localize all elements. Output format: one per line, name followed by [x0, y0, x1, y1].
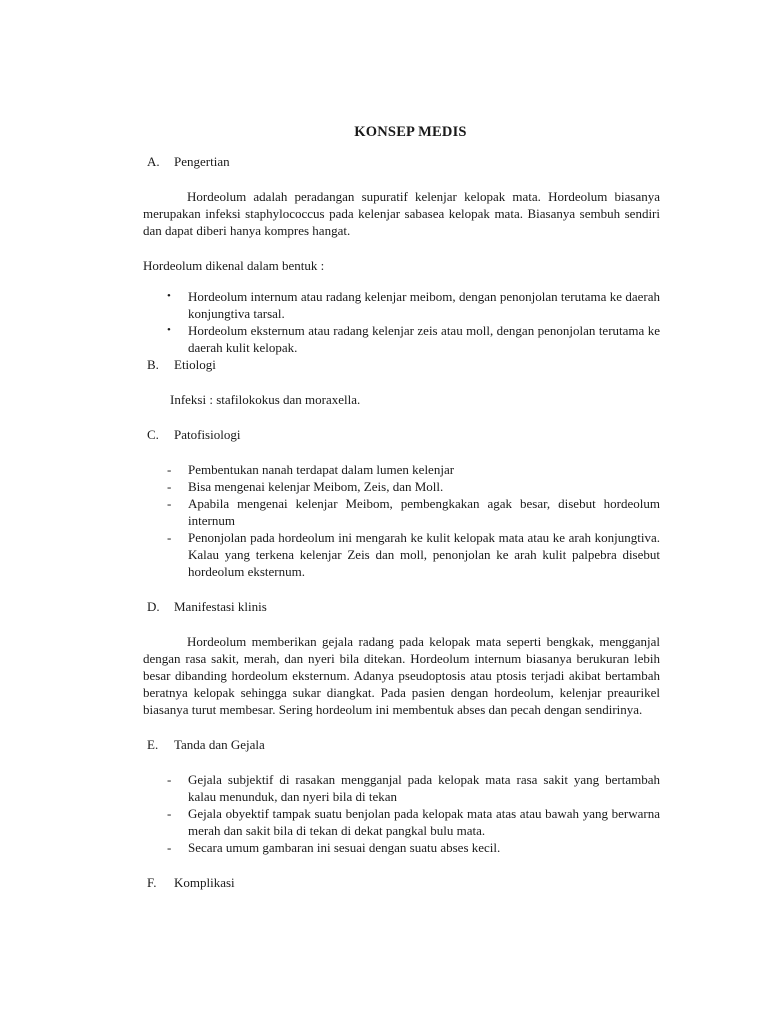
document-content	[143, 124, 660, 891]
list-item	[143, 322, 660, 356]
section-letter: F.	[147, 875, 157, 890]
section-a-intro: Hordeolum dikenal dalam bentuk :	[143, 258, 325, 273]
section-letter: A.	[147, 154, 160, 169]
section-title: Etiologi	[174, 357, 216, 372]
list-item-text: Hordeolum internum atau radang kelenjar meibom, dengan penonjolan terutama ke daerah konjungtiva tarsal.	[188, 289, 660, 321]
section-d-paragraph: Hordeolum memberikan gejala radang pada kelopak mata seperti bengkak, mengganjal dengan rasa sakit, merah, dan nyeri bila ditekan. Hordeolum internum biasanya berukuran lebih besar dibanding hordeolum eksternum. Adanya pseudoptosis atau ptosis terjadi akibat bertambah beratnya kelopak sehingga sukar diangkat. Pada pasien dengan hordeolum, kelenjar preaurikel biasanya turut membesar. Sering hordeolum ini membentuk abses dan pecah dengan sendirinya.	[143, 634, 660, 717]
dash-marker: -	[167, 772, 172, 787]
section-d-heading	[143, 598, 660, 615]
dash-marker: -	[167, 530, 172, 545]
section-a-heading	[143, 153, 660, 170]
section-letter: E.	[147, 737, 159, 752]
list-item-text: Gejala subjektif di rasakan mengganjal pada kelopak mata rasa sakit yang bertambah kalau menunduk, dan nyeri bila di tekan	[188, 772, 660, 804]
dash-marker: -	[167, 806, 172, 821]
section-title: Manifestasi klinis	[174, 599, 267, 614]
section-title: Komplikasi	[174, 875, 235, 890]
section-e-heading	[143, 736, 660, 753]
section-title: Patofisiologi	[174, 427, 241, 442]
dash-marker: -	[167, 479, 172, 494]
dash-marker: -	[167, 462, 172, 477]
list-item-text: Gejala obyektif tampak suatu benjolan pada kelopak mata atas atau bawah yang berwarna merah dan sakit bila di tekan di dekat pangkal bulu mata.	[188, 806, 660, 838]
list-item-text: Hordeolum eksternum atau radang kelenjar zeis atau moll, dengan penonjolan terutama ke daerah kulit kelopak.	[188, 323, 660, 355]
section-a-bullet-list	[143, 288, 660, 356]
list-item	[143, 529, 660, 580]
section-title: Tanda dan Gejala	[174, 737, 265, 752]
bullet-marker: •	[167, 324, 171, 336]
section-b-text: Infeksi : stafilokokus dan moraxella.	[170, 392, 361, 407]
list-item	[143, 839, 660, 856]
section-letter: C.	[147, 427, 159, 442]
list-item-text: Secara umum gambaran ini sesuai dengan suatu abses kecil.	[188, 840, 501, 855]
section-c-dash-list	[143, 461, 660, 580]
list-item	[143, 461, 660, 478]
section-c-heading	[143, 426, 660, 443]
list-item-text: Bisa mengenai kelenjar Meibom, Zeis, dan Moll.	[188, 479, 444, 494]
section-f-heading	[143, 874, 660, 891]
list-item-text: Apabila mengenai kelenjar Meibom, pembengkakan agak besar, disebut hordeolum internum	[188, 496, 660, 528]
dash-marker: -	[167, 840, 172, 855]
section-letter: D.	[147, 599, 160, 614]
list-item	[143, 288, 660, 322]
dash-marker: -	[167, 496, 172, 511]
section-title: Pengertian	[174, 154, 230, 169]
list-item	[143, 495, 660, 529]
list-item	[143, 478, 660, 495]
page-title: KONSEP MEDIS	[354, 124, 467, 140]
list-item	[143, 805, 660, 839]
list-item-text: Pembentukan nanah terdapat dalam lumen kelenjar	[188, 462, 455, 477]
section-e-dash-list	[143, 771, 660, 856]
section-a-paragraph: Hordeolum adalah peradangan supuratif kelenjar kelopak mata. Hordeolum biasanya merupakan infeksi staphylococcus pada kelenjar sabasea kelopak mata. Biasanya sembuh sendiri dan dapat diberi hanya kompres hangat.	[143, 189, 660, 238]
section-b-heading	[143, 356, 660, 373]
list-item-text: Penonjolan pada hordeolum ini mengarah ke kulit kelopak mata atau ke arah konjungtiva. Kalau yang terkena kelenjar Zeis dan moll, penonjolan ke arah kulit palpebra disebut hordeolum eksternum.	[188, 530, 660, 579]
bullet-marker: •	[167, 290, 171, 302]
section-letter: B.	[147, 357, 159, 372]
list-item	[143, 771, 660, 805]
